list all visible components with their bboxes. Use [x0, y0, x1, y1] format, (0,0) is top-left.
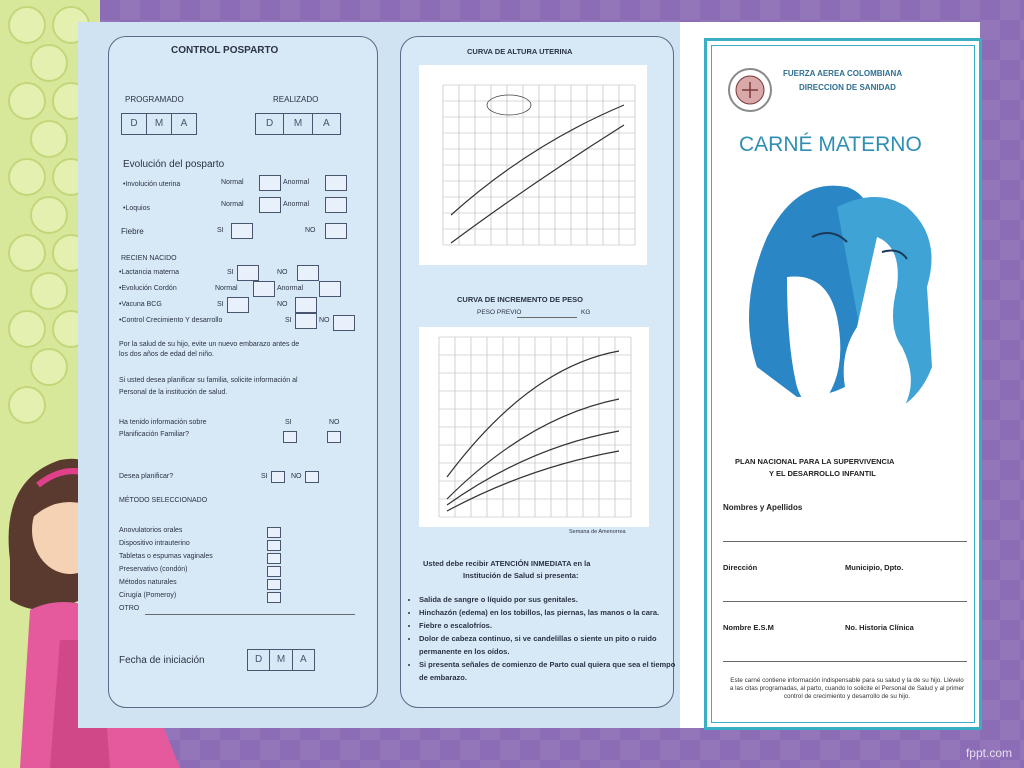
loquios-anormal-box — [325, 197, 347, 213]
fac-emblem-icon — [727, 67, 773, 113]
plan-line-1: PLAN NACIONAL PARA LA SUPERVIVENCIA — [735, 457, 895, 466]
vacuna-si-box — [227, 297, 249, 313]
cover-footer-text: Este carné contiene información indispensable para su salud y la de su hijo. Llévelo a las citas programadas, al parto, cuando lo solicite el Personal de Salud y al primer control de crecimiento y desarrollo de su hijo. — [729, 677, 965, 700]
warning-list — [407, 593, 679, 684]
month-cell: M — [270, 650, 292, 670]
normal-label: Normal — [215, 285, 238, 292]
si-label: SI — [285, 317, 292, 324]
lactancia-label: •Lactancia materna — [119, 269, 180, 276]
si-label: SI — [217, 301, 224, 308]
no-label: NO — [277, 269, 288, 276]
metodo-box — [267, 592, 281, 603]
nombres-line — [723, 541, 967, 542]
metodo-box — [267, 579, 281, 590]
altura-uterina-chart — [419, 65, 647, 265]
control-no-box — [333, 315, 355, 331]
evolucion-title: Evolución del posparto — [123, 159, 225, 170]
no-label: NO — [305, 227, 316, 234]
si-label: SI — [261, 473, 268, 480]
question-1: Ha tenido información sobre — [119, 419, 207, 426]
paragraph-1: Por la salud de su hijo, evite un nuevo embarazo antes de — [119, 341, 300, 348]
lactancia-si-box — [237, 265, 259, 281]
fiebre-label: Fiebre — [121, 227, 144, 236]
month-cell: M — [284, 114, 312, 134]
day-cell: D — [256, 114, 284, 134]
programado-date-box — [121, 113, 197, 135]
metodo-item: Cirugía (Pomeroy) — [119, 592, 177, 599]
control-posparto-panel — [108, 36, 378, 708]
q1-no-box — [327, 431, 341, 443]
normal-label: Normal — [221, 201, 244, 208]
curves-panel — [400, 36, 674, 708]
si-label: SI — [285, 419, 292, 426]
metodo-box — [267, 527, 281, 538]
no-label: NO — [319, 317, 330, 324]
metodo-item: Métodos naturales — [119, 579, 177, 586]
realizado-label: REALIZADO — [273, 95, 319, 104]
no-label: NO — [277, 301, 288, 308]
recien-nacido-title: RECIEN NACIDO — [121, 255, 177, 262]
vacuna-label: •Vacuna BCG — [119, 301, 162, 308]
anormal-label: Anormal — [283, 179, 310, 186]
warning-item: • Fiebre o escalofríos. — [419, 619, 679, 632]
cordon-anormal-box — [319, 281, 341, 297]
fiebre-si-box — [231, 223, 253, 239]
brochure — [78, 22, 980, 728]
nombres-label: Nombres y Apellidos — [723, 503, 803, 512]
org-line-1: FUERZA AEREA COLOMBIANA — [783, 69, 903, 78]
mother-silhouette-illustration — [727, 167, 957, 447]
day-cell: D — [122, 114, 147, 134]
metodo-item: Preservativo (condón) — [119, 566, 188, 573]
metodo-box — [267, 540, 281, 551]
curva-peso-title: CURVA DE INCREMENTO DE PESO — [457, 295, 583, 304]
panel-title: CONTROL POSPARTO — [171, 45, 279, 56]
q2-no-box — [305, 471, 319, 483]
day-cell: D — [248, 650, 270, 670]
aviso-text: Usted debe recibir ATENCIÓN INMEDIATA en la — [423, 559, 591, 568]
programado-label: PROGRAMADO — [125, 95, 184, 104]
cordon-label: •Evolución Cordón — [119, 285, 177, 292]
paragraph-2: Si usted desea planificar su familia, solicite información al — [119, 377, 298, 384]
anormal-label: Anormal — [283, 201, 310, 208]
warning-item: • Si presenta señales de comienzo de Parto cual quiera que sea el tiempo de embarazo. — [419, 658, 679, 684]
vacuna-no-box — [295, 297, 317, 313]
si-label: SI — [227, 269, 234, 276]
warning-item: • Salida de sangre o líquido por sus genitales. — [419, 593, 679, 606]
otro-label: OTRO — [119, 605, 140, 612]
inner-pages — [78, 22, 680, 728]
direccion-label: Dirección — [723, 563, 758, 572]
month-cell: M — [147, 114, 172, 134]
aviso-text-b: Institución de Salud si presenta: — [463, 571, 579, 580]
question-2: Desea planificar? — [119, 473, 174, 480]
otro-line — [145, 614, 355, 615]
metodo-title: MÉTODO SELECCIONADO — [119, 497, 208, 504]
year-cell: A — [322, 118, 330, 129]
watermark: fppt.com — [965, 746, 1012, 760]
municipio-label: Municipio, Dpto. — [845, 563, 904, 572]
curva-altura-title: CURVA DE ALTURA UTERINA — [467, 47, 573, 56]
esm-line — [723, 661, 967, 662]
control-label: •Control Crecimiento Y desarrollo — [119, 317, 223, 324]
incremento-peso-chart — [419, 327, 649, 527]
fecha-label: Fecha de iniciación — [119, 655, 205, 666]
q1-si-box — [283, 431, 297, 443]
plan-line-2: Y EL DESARROLLO INFANTIL — [769, 469, 876, 478]
cordon-normal-box — [253, 281, 275, 297]
loquios-normal-box — [259, 197, 281, 213]
involucion-label: •Involución uterina — [123, 181, 181, 188]
realizado-date-box — [255, 113, 341, 135]
year-cell: A — [299, 654, 307, 665]
direccion-line — [723, 601, 967, 602]
control-si-box — [295, 313, 317, 329]
fecha-date-box — [247, 649, 315, 671]
cover-title: CARNÉ MATERNO — [739, 133, 922, 156]
loquios-label: •Loquios — [123, 205, 150, 212]
normal-label: Normal — [221, 179, 244, 186]
involucion-normal-box — [259, 175, 281, 191]
year-cell: A — [180, 118, 188, 129]
no-label: NO — [291, 473, 302, 480]
cover-page — [704, 38, 982, 730]
kg-label: KG — [581, 309, 591, 316]
anormal-label: Anormal — [277, 285, 304, 292]
semanas-label: Semana de Amenorrea — [569, 529, 626, 535]
org-line-2: DIRECCION DE SANIDAD — [799, 83, 896, 92]
peso-previo-line — [517, 317, 577, 318]
question-1b: Planificación Familiar? — [119, 431, 190, 438]
fiebre-no-box — [325, 223, 347, 239]
metodo-item: Anovulatorios orales — [119, 527, 183, 534]
metodo-box — [267, 553, 281, 564]
si-label: SI — [217, 227, 224, 234]
metodo-box — [267, 566, 281, 577]
metodo-item: Tabletas o espumas vaginales — [119, 553, 213, 560]
nombre-esm-label: Nombre E.S.M — [723, 623, 774, 632]
paragraph-2b: Personal de la institución de salud. — [119, 389, 228, 396]
warning-item: • Dolor de cabeza continuo, si ve candelillas o siente un pito o ruido permanente en los oídos. — [419, 632, 679, 658]
involucion-anormal-box — [325, 175, 347, 191]
q2-si-box — [271, 471, 285, 483]
paragraph-1b: los dos años de edad del niño. — [119, 351, 214, 358]
metodo-item: Dispositivo intrauterino — [119, 540, 190, 547]
warning-item: • Hinchazón (edema) en los tobillos, las piernas, las manos o la cara. — [419, 606, 679, 619]
historia-label: No. Historia Clínica — [845, 623, 914, 632]
peso-previo-label: PESO PREVIO — [477, 309, 522, 316]
lactancia-no-box — [297, 265, 319, 281]
no-label: NO — [329, 419, 340, 426]
